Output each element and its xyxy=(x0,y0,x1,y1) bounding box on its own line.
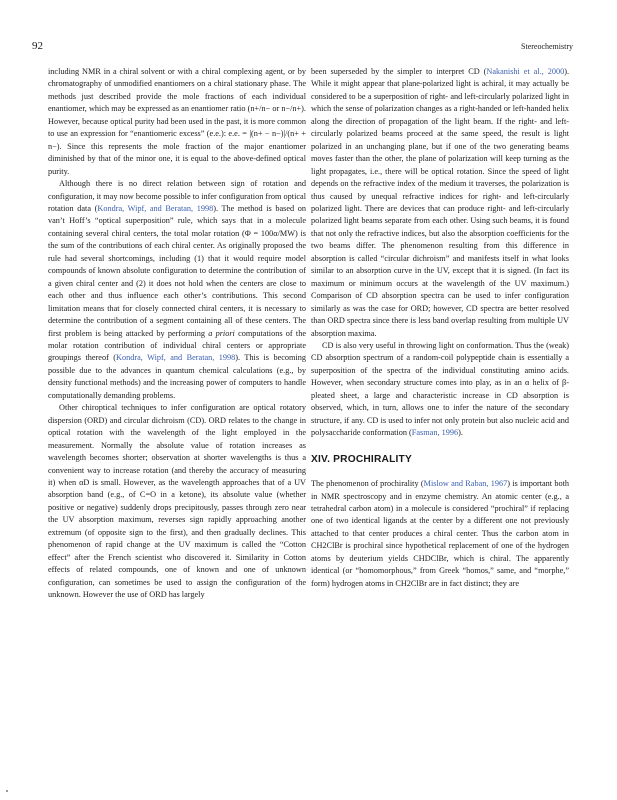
citation-link[interactable]: Nakanishi et al., 2000 xyxy=(486,67,565,76)
page-header xyxy=(32,40,573,56)
citation-link[interactable]: Fasman, 1996 xyxy=(411,428,459,438)
right-column xyxy=(311,66,569,590)
paragraph: Other chiroptical techniques to infer configuration are optical rotatory dispersion (ORD) and circular dichroism (CD). ORD relates to the change in optical rotation with the wavelength of the light employed in the measurement. Normally the absolute value of rotation increases as wavelength becomes shorter; observation at shorter wavelengths is thus a convenient way to increase rotation (and thereby the accuracy of measuring it) when αD is small. However, as the wavelength approaches that of a UV absorption band (e.g., of C=O in a ketone), its absolute value (whether positive or negative) suddenly drops precipitously, passes through zero near the UV absorption maximum, reverses sign rapidly approaching another extremum (of opposite sign to the first), and then gradually declines. This phenomenon of rapid change at the UV maximum is called the “Cotton effect” after the French scientist who discovered it. Similarity in Cotton effects of related compounds, one of known and one of unknown configuration, can sometimes be used to assign the configuration of the unknown. However the use of ORD has largely xyxy=(48,403,306,600)
page-number: 92 xyxy=(32,40,43,52)
paragraph: CD is also very useful in throwing light on conformation. Thus the (weak) CD absorption spectrum of a random-coil polypeptide chain is essentially a superposition of the spectra of the individual constituting amino acids. However, when secondary structure comes into play, as in an α helix of β-pleated sheet, a large and characteristic increase in CD absorption is observed, which, in turn, allows one to infer the nature of the secondary structure, if any. CD is used to infer not only protein but also nucleic acid and polysaccharide conformation (Fasman, 1996). xyxy=(311,340,569,438)
paragraph: The phenomenon of prochirality (Mislow and Raban, 1967) is important both in NMR spectroscopy and in enzyme chemistry. An atomic center (e.g., a tetrahedral carbon atom) in a molecule is considered “prochiral” if replacing one of two identical ligands at the center by a different one not previously attached to that center produces a chiral center. Thus the carbon atom in CH2ClBr is prochiral since hypothetical replacement of one of the hydrogen atoms by deuterium yields CHDClBr, which is chiral. The apparently identical (or “homomorphous,” from Greek “homos,” same, and “morphe,” form) hydrogen atoms in CH2ClBr are in fact distinct; they are xyxy=(311,479,569,588)
citation-link[interactable]: Kondra, Wipf, and Beratan, 1998 xyxy=(97,203,214,213)
running-head: Stereochemistry xyxy=(521,42,573,51)
italic-text: a priori xyxy=(208,328,235,338)
paragraph: Although there is no direct relation between sign of rotation and configuration, it may now become possible to infer configuration from optical rotation data (Kondra, Wipf, and Beratan, 1998). The method is based on van’t Hoff’s “optical superposition” rule, which says that in a molecule containing several chiral centers, the total molar rotation (Φ = 100α/MW) is the sum of the contributions of each chiral center. As originally proposed the rule had several shortcomings, including (1) that it would require model compounds of known absolute configuration to determine the contribution of a given chiral center and (2) it does not hold when the centers are close to each other and thus influence each other’s contributions. This second limitation means that for closely connected chiral centers, it is necessary to determine the contribution of a segment containing all of these centers. The first problem is being attacked by performing a priori computations of the molar rotation contribution of individual chiral centers or appropriate groupings thereof (Kondra, Wipf, and Beratan, 1998). This is becoming possible due to the advances in quantum chemical calculations (e.g., by density functional methods) and the increasing power of computers to handle computationally demanding problems. xyxy=(48,179,307,400)
left-column xyxy=(48,66,306,601)
paragraph: been superseded by the simpler to interpret CD (Nakanishi et al., 2000). While it might appear that plane-polarized light is achiral, it may actually be considered to be a superposition of right- and left-circularly polarized light in which the sense of polarization changes as a right-handed or left-handed helix along the direction of propagation of the light beam. If the right- and left-circularly polarized beams proceed at the same speed, the result is light polarized in an unchanging plane, but if one of the two generating beams moves faster than the other, the plane of polarization will keep turning as the light propagates, i.e., there will be optical rotation. Since the speed of light depends on the refractive index of the medium it traverses, the polarization is thus caused by unequal refractive indices for right- and left-circularly polarized light. There are devices that can produce right- and left-circularly polarized light beams separate from each other. Using such beams, it is found that not only the refractive indices, but also the absorption coefficients for the two beams differ. The phenomenon resulting from this difference in absorption is called “circular dichroism” and manifests itself in what looks similar to an absorption curve in the UV, except that it is signed. (In fact its maximum or minimum occurs at the wavelength of the UV maximum.) Comparison of CD absorption spectra can be used to infer configuration similarly as was the case for ORD; however, CD spectra are better resolved than ORD spectra since there is less band overlap resulting from multiple UV absorption maxima. xyxy=(311,67,570,338)
citation-link[interactable]: Mislow and Raban, 1967 xyxy=(423,479,508,489)
section-heading: XIV. PROCHIRALITY xyxy=(311,453,412,465)
paragraph: including NMR in a chiral solvent or with a chiral complexing agent, or by chromatography of unmodified enantiomers on a chiral stationary phase. The methods just described provide the mole fractions of each individual enantiomer, which may be expressed as an enantiomer ratio (n+/n− or n−/n+). However, because optical purity had been used in the past, it is more common to use an expression for “enantiomeric excess” (e.e.): e.e. = |(n+ − n−)|/(n+ + n−). Since this represents the mole fraction of the major enantiomer diminished by that of the minor one, it is equal to the above-defined optical purity. xyxy=(48,67,306,176)
scan-mark xyxy=(6,790,8,792)
citation-link[interactable]: Kondra, Wipf, and Beratan, 1998 xyxy=(116,353,236,363)
